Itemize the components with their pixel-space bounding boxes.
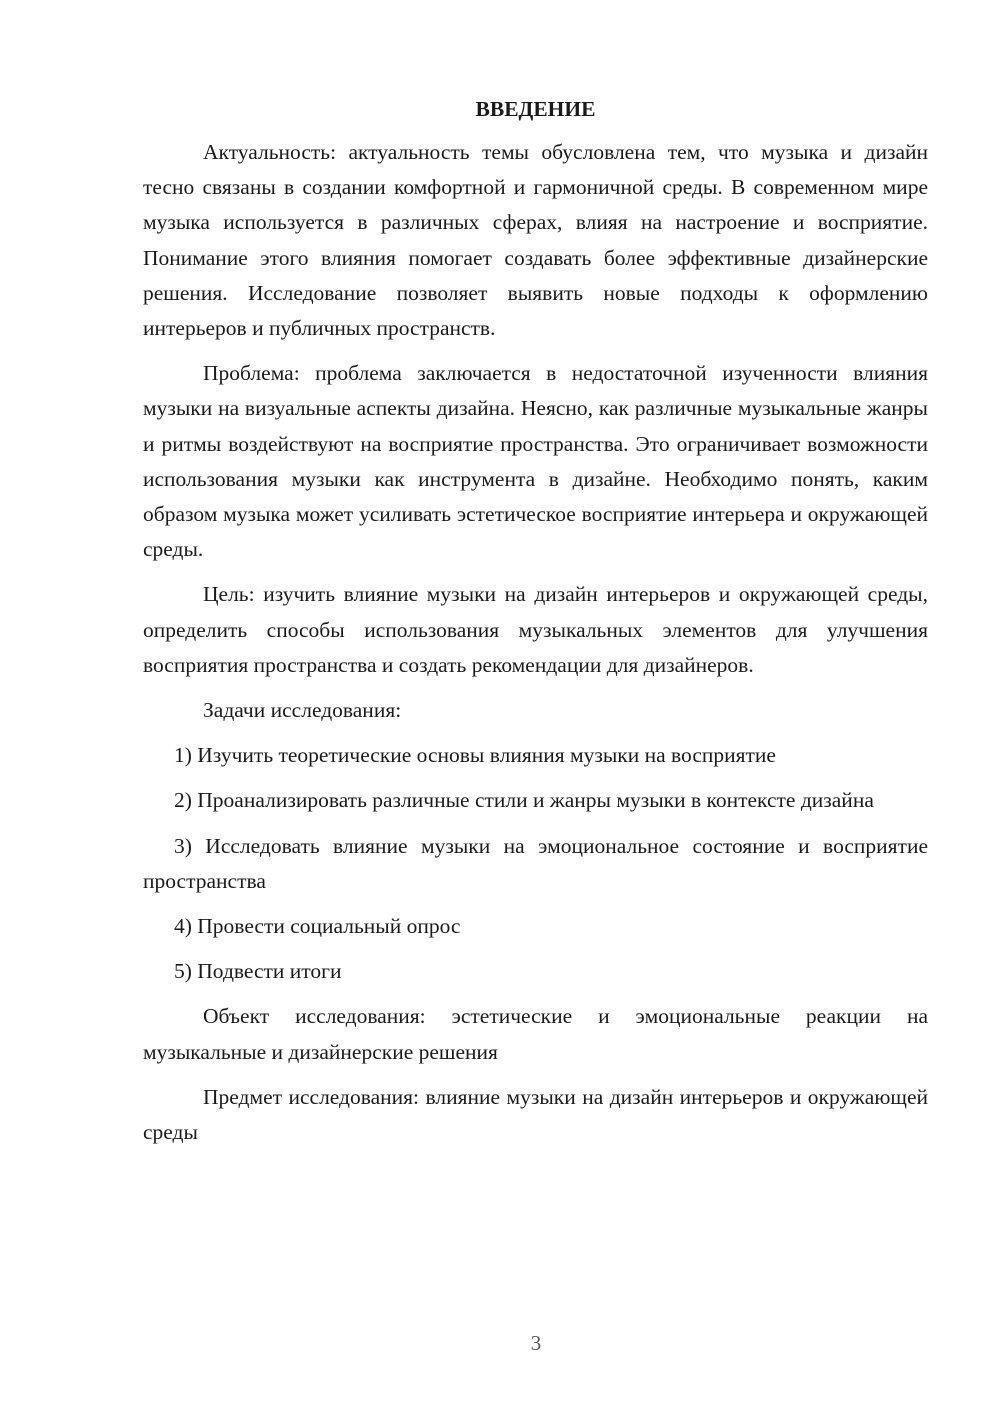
paragraph-subject: Предмет исследования: влияние музыки на дизайн интерьеров и окружающей среды	[143, 1084, 928, 1145]
page-number: 3	[530, 1331, 542, 1355]
paragraph-relevance: Актуальность: актуальность темы обусловлена тем, что музыка и дизайн тесно связаны в создании комфортной и гармоничной среды. В современном мире музыка используется в различных сферах, влияя на настроение и восприятие. Понимание этого влияния помогает создавать более эффективные дизайнерские решения. Исследование позволяет выявить новые подходы к оформлению интерьеров и публичных пространств.	[143, 140, 928, 341]
document-page	[143, 92, 928, 1160]
task-item-4: 4) Провести социальный опрос	[174, 914, 461, 939]
task-item-1: 1) Изучить теоретические основы влияния музыки на восприятие	[174, 743, 776, 768]
task-item-5: 5) Подвести итоги	[174, 959, 342, 984]
section-title: ВВЕДЕНИЕ	[475, 97, 596, 121]
paragraph-goal: Цель: изучить влияние музыки на дизайн интерьеров и окружающей среды, определить способы использования музыкальных элементов для улучшения восприятия пространства и создать рекомендации для дизайнеров.	[143, 582, 928, 677]
paragraph-problem: Проблема: проблема заключается в недостаточной изученности влияния музыки на визуальные аспекты дизайна. Неясно, как различные музыкальные жанры и ритмы воздействуют на восприятие пространства. Это ограничивает возможности использования музыки как инструмента в дизайне. Необходимо понять, каким образом музыка может усиливать эстетическое восприятие интерьера и окружающей среды.	[143, 361, 928, 562]
task-item-3: 3) Исследовать влияние музыки на эмоциональное состояние и восприятие пространства	[143, 833, 928, 893]
tasks-heading: Задачи исследования:	[203, 698, 402, 723]
task-item-2: 2) Проанализировать различные стили и жанры музыки в контексте дизайна	[174, 788, 874, 813]
paragraph-object: Объект исследования: эстетические и эмоциональные реакции на музыкальные и дизайнерские решения	[143, 1004, 928, 1064]
